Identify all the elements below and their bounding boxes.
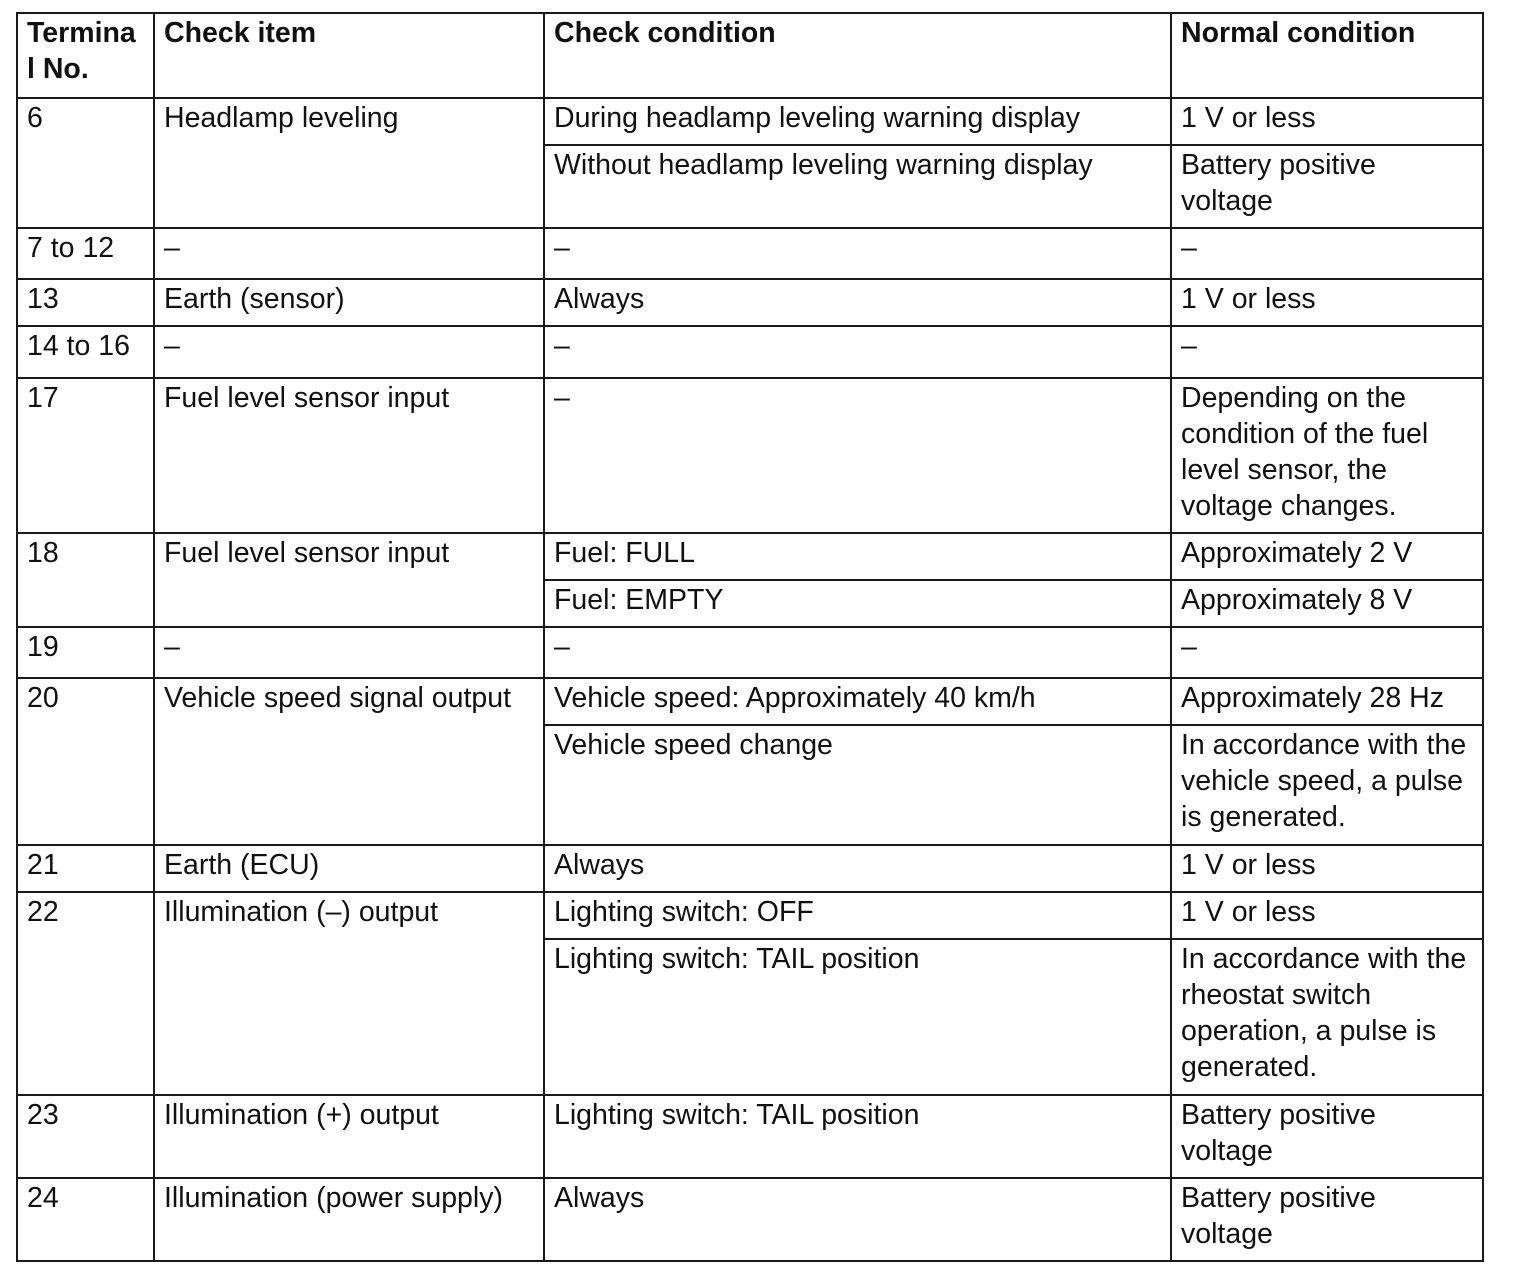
- normal-condition-cell: Approximately 8 V: [1171, 580, 1483, 627]
- terminal-cell: 7 to 12: [17, 228, 154, 279]
- table-row: [17, 378, 1483, 533]
- check-condition-cell: –: [544, 627, 1171, 678]
- table-row: [17, 279, 1483, 326]
- check-item-cell: Vehicle speed signal output: [154, 678, 544, 845]
- check-condition-cell: Fuel: EMPTY: [544, 580, 1171, 627]
- terminal-cell: 19: [17, 627, 154, 678]
- normal-condition-cell: In accordance with the rheostat switch operation, a pulse is generated.: [1171, 939, 1483, 1095]
- table-row: [17, 533, 1483, 580]
- normal-condition-cell: Battery positive voltage: [1171, 1178, 1483, 1261]
- check-item-cell: –: [154, 228, 544, 279]
- check-condition-cell: Always: [544, 279, 1171, 326]
- check-condition-cell: Lighting switch: TAIL position: [544, 939, 1171, 1095]
- terminal-cell: 23: [17, 1095, 154, 1178]
- header-terminal: Termina l No.: [17, 13, 154, 98]
- check-condition-cell: Without headlamp leveling warning display: [544, 145, 1171, 228]
- check-condition-cell: Always: [544, 1178, 1171, 1261]
- table-row: [17, 1095, 1483, 1178]
- check-condition-cell: –: [544, 228, 1171, 279]
- header-check-item: Check item: [154, 13, 544, 98]
- terminal-cell: 21: [17, 845, 154, 892]
- table-row: [17, 678, 1483, 725]
- check-condition-cell: Lighting switch: TAIL position: [544, 1095, 1171, 1178]
- table-row: [17, 627, 1483, 678]
- check-condition-cell: Always: [544, 845, 1171, 892]
- check-condition-cell: –: [544, 326, 1171, 378]
- table-row: [17, 98, 1483, 145]
- normal-condition-cell: In accordance with the vehicle speed, a pulse is generated.: [1171, 725, 1483, 845]
- check-item-cell: Earth (ECU): [154, 845, 544, 892]
- check-item-cell: Earth (sensor): [154, 279, 544, 326]
- table-header-row: [17, 13, 1483, 98]
- check-item-cell: Illumination (–) output: [154, 892, 544, 1095]
- check-condition-cell: Lighting switch: OFF: [544, 892, 1171, 939]
- normal-condition-cell: Depending on the condition of the fuel level sensor, the voltage changes.: [1171, 378, 1483, 533]
- check-item-cell: –: [154, 627, 544, 678]
- check-condition-cell: Vehicle speed change: [544, 725, 1171, 845]
- check-item-cell: Headlamp leveling: [154, 98, 544, 228]
- check-item-cell: Fuel level sensor input: [154, 378, 544, 533]
- table-row: [17, 845, 1483, 892]
- terminal-cell: 24: [17, 1178, 154, 1261]
- normal-condition-cell: Approximately 28 Hz: [1171, 678, 1483, 725]
- check-condition-cell: During headlamp leveling warning display: [544, 98, 1171, 145]
- normal-condition-cell: 1 V or less: [1171, 279, 1483, 326]
- terminal-check-table: [16, 12, 1484, 1262]
- check-item-cell: Illumination (+) output: [154, 1095, 544, 1178]
- normal-condition-cell: 1 V or less: [1171, 845, 1483, 892]
- normal-condition-cell: Battery positive voltage: [1171, 1095, 1483, 1178]
- check-condition-cell: Fuel: FULL: [544, 533, 1171, 580]
- normal-condition-cell: 1 V or less: [1171, 98, 1483, 145]
- header-normal-condition: Normal condition: [1171, 13, 1483, 98]
- terminal-cell: 20: [17, 678, 154, 845]
- terminal-cell: 18: [17, 533, 154, 627]
- terminal-cell: 17: [17, 378, 154, 533]
- check-condition-cell: Vehicle speed: Approximately 40 km/h: [544, 678, 1171, 725]
- normal-condition-cell: 1 V or less: [1171, 892, 1483, 939]
- table-row: [17, 228, 1483, 279]
- normal-condition-cell: –: [1171, 326, 1483, 378]
- terminal-cell: 6: [17, 98, 154, 228]
- check-condition-cell: –: [544, 378, 1171, 533]
- table-row: [17, 892, 1483, 939]
- table-row: [17, 326, 1483, 378]
- check-item-cell: Illumination (power supply): [154, 1178, 544, 1261]
- table-row: [17, 1178, 1483, 1261]
- normal-condition-cell: –: [1171, 627, 1483, 678]
- check-item-cell: –: [154, 326, 544, 378]
- terminal-cell: 22: [17, 892, 154, 1095]
- check-item-cell: Fuel level sensor input: [154, 533, 544, 627]
- normal-condition-cell: Battery positive voltage: [1171, 145, 1483, 228]
- header-check-condition: Check condition: [544, 13, 1171, 98]
- terminal-cell: 14 to 16: [17, 326, 154, 378]
- normal-condition-cell: Approximately 2 V: [1171, 533, 1483, 580]
- normal-condition-cell: –: [1171, 228, 1483, 279]
- terminal-cell: 13: [17, 279, 154, 326]
